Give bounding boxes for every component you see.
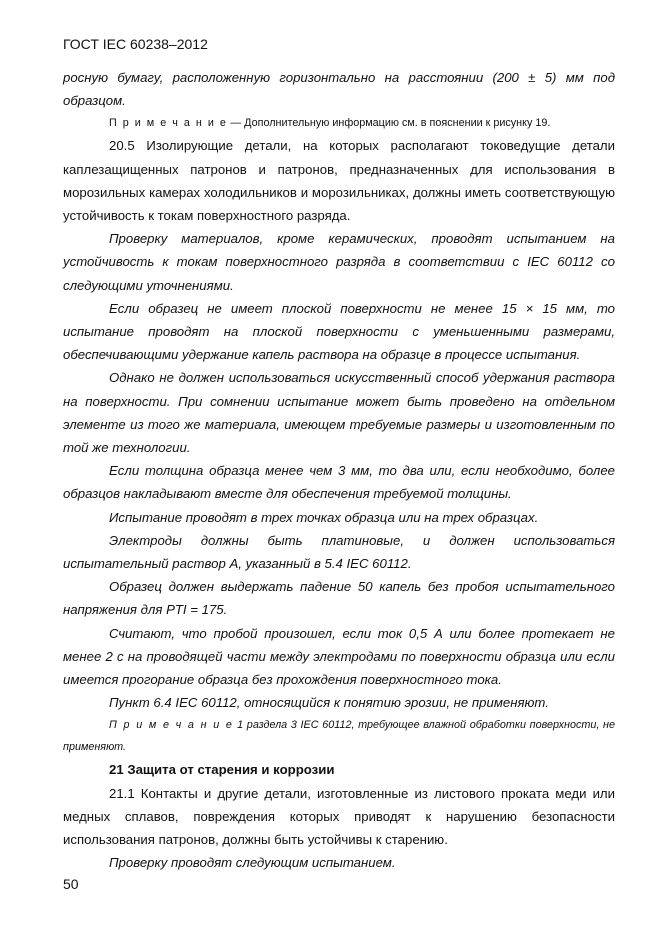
note-text: 1 раздела 3 IEC 60112, требующее влажной обработки поверхности, не применяют. <box>63 719 616 754</box>
note-label: П р и м е ч а н и е <box>109 117 228 130</box>
paragraph-electrodes: Электроды должны быть платиновые, и должен использоваться испытательный раствор А, указанный в 5.4 IEC 60112. <box>63 532 615 572</box>
paragraph-artificial-retention: Однако не должен использоваться искусственный способ удержания раствора на поверхности. При сомнении испытание может быть проведено на отдельном элементе из того же материала, имеющем требуемые размеры и изготовленным по той же технологии. <box>63 370 615 456</box>
paragraph-erosion: Пункт 6.4 IEC 60112, относящийся к понятию эрозии, не применяют. <box>109 695 549 711</box>
paragraph-test-procedure: Проверку проводят следующим испытанием. <box>109 855 396 871</box>
note-text: — Дополнительную информацию см. в пояснении к рисунку 19. <box>227 117 551 130</box>
paragraph-test-materials: Проверку материалов, кроме керамических, проводят испытанием на устойчивость к токам поверхностного разряда в соответствии с IEC 60112 со следующими уточнениями. <box>63 231 615 293</box>
paragraph-continuation: росную бумагу, расположенную горизонтально на расстоянии (200 ± 5) мм под образцом. <box>63 70 615 109</box>
document-header: ГОСТ IEC 60238–2012 <box>63 36 208 52</box>
clause-20-5: 20.5 Изолирующие детали, на которых располагают токоведущие детали каплезащищенных патронов и патронов, предназначенных для использования в морозильных камерах холодильников и морозильниках, должны иметь соответствующую устойчивость к токам поверхностного разряда. <box>63 138 615 224</box>
paragraph-three-points: Испытание проводят в трех точках образца или на трех образцах. <box>109 509 539 525</box>
paragraph-flat-surface: Если образец не имеет плоской поверхности не менее 15 × 15 мм, то испытание проводят на плоской поверхности с уменьшенными размерами, обеспечивающими удержание капель раствора на образце в процессе испытания. <box>63 300 615 363</box>
clause-21-1: 21.1 Контакты и другие детали, изготовленные из листового проката меди или медных сплавов, повреждения которых приводят к нарушению безопасности использования патронов, должны быть устойчивы к старению. <box>63 785 615 848</box>
paragraph-breakdown: Считают, что пробой произошел, если ток 0,5 А или более протекает не менее 2 с на проводящей части между электродами по поверхности образца или если имеется прогорание образца без прохождения поверхностного тока. <box>63 625 615 688</box>
page-number: 50 <box>63 876 79 892</box>
note-1 <box>63 112 615 134</box>
page-body <box>63 66 615 875</box>
section-heading-21: 21 Защита от старения и коррозии <box>109 762 335 778</box>
note-2 <box>63 714 615 758</box>
paragraph-thickness: Если толщина образца менее чем 3 мм, то два или, если необходимо, более образцов накладывают вместе для обеспечения требуемой толщины. <box>63 463 615 502</box>
paragraph-50-drops: Образец должен выдержать падение 50 капель без пробоя испытательного напряжения для PTI = 175. <box>63 579 615 618</box>
note-label: П р и м е ч а н и е <box>109 719 234 732</box>
